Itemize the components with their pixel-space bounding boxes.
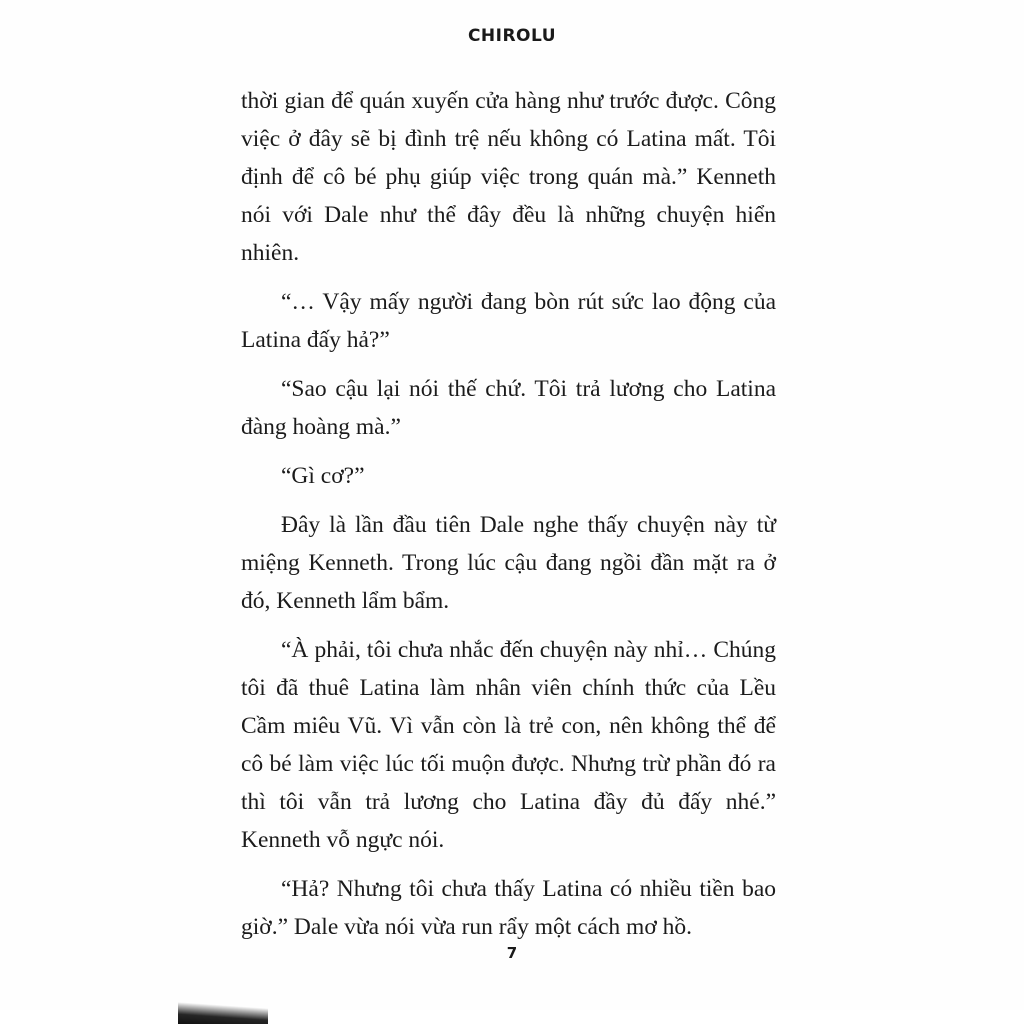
paragraph-6: “À phải, tôi chưa nhắc đến chuyện này nhỉ… Chúng tôi đã thuê Latina làm nhân viên chính thức của Lều Cầm miêu Vũ. Vì vẫn còn là trẻ con, nên không thể để cô bé làm việc lúc tối muộn được. Nhưng trừ phần đó ra thì tôi vẫn trả lương cho Latina đầy đủ đấy nhé.” Kenneth vỗ ngực nói.: [241, 637, 776, 853]
running-header-title: CHIROLU: [467, 26, 557, 46]
paragraph-2: “… Vậy mấy người đang bòn rút sức lao động của Latina đấy hả?”: [241, 289, 776, 353]
page-edge-shadow: [178, 1002, 268, 1024]
paragraph-4: “Gì cơ?”: [281, 463, 365, 489]
page-bottom-margin: [0, 1010, 1024, 1024]
paragraph-3: “Sao cậu lại nói thế chứ. Tôi trả lương cho Latina đàng hoàng mà.”: [241, 376, 776, 440]
paragraph-1: thời gian để quán xuyến cửa hàng như trước được. Công việc ở đây sẽ bị đình trệ nếu không có Latina mất. Tôi định để cô bé phụ giúp việc trong quán mà.” Kenneth nói với Dale như thể đây đều là những chuyện hiển nhiên.: [241, 88, 776, 266]
paragraph-5: Đây là lần đầu tiên Dale nghe thấy chuyện này từ miệng Kenneth. Trong lúc cậu đang ngồi đần mặt ra ở đó, Kenneth lẩm bẩm.: [241, 512, 776, 614]
paragraph-7: “Hả? Nhưng tôi chưa thấy Latina có nhiều tiền bao giờ.” Dale vừa nói vừa run rẩy một cách mơ hồ.: [241, 876, 776, 940]
body-text: [241, 82, 776, 957]
page-number: 7: [506, 944, 518, 962]
